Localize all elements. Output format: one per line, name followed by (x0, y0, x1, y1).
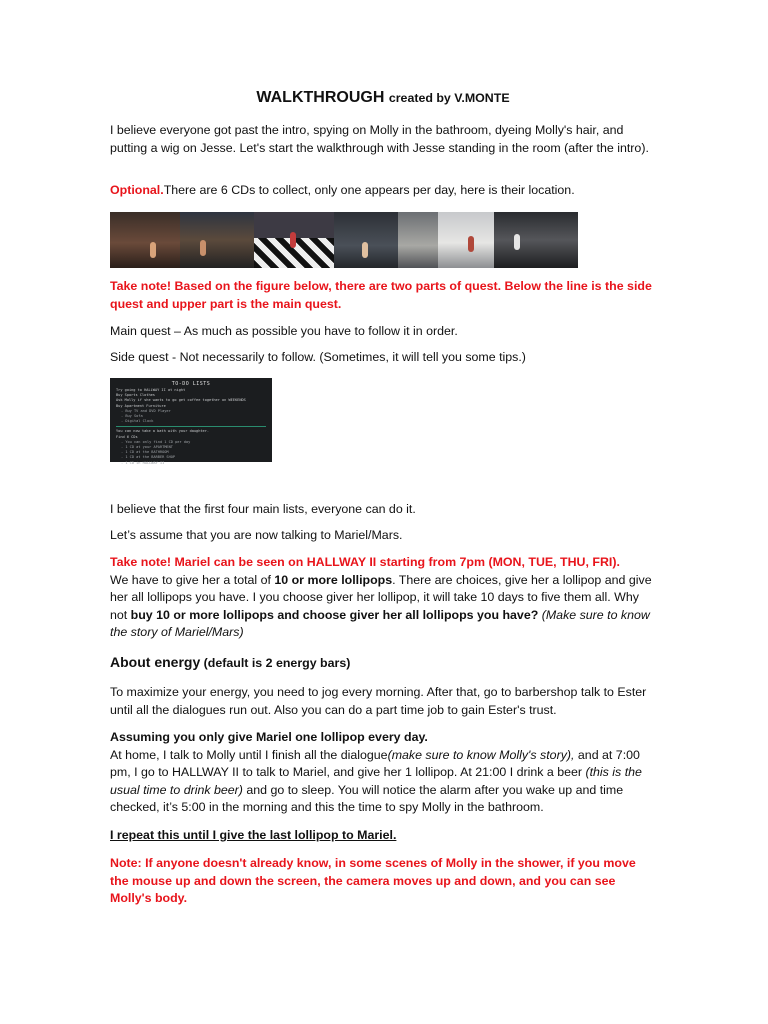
lollipop-text: We have to give her a total of (110, 572, 275, 587)
assume-paragraph: Let’s assume that you are now talking to Mariel/Mars. (110, 528, 403, 542)
todo-divider (116, 426, 266, 427)
optional-paragraph (110, 182, 656, 200)
todo-side-item: Find 6 CDs (116, 434, 138, 439)
character-figure (468, 236, 474, 252)
character-figure (150, 242, 156, 258)
lollipop-italic-note: (Make sure to know the story of Mariel/Mars) (110, 607, 650, 639)
take-note-quest-parts: Take note! Based on the figure below, there are two parts of quest. Below the line is the side quest and upper part is the main quest. (110, 279, 652, 311)
energy-heading-sub: (default is 2 energy bars) (200, 656, 351, 670)
todo-main-subitem: - Buy TV and DVD Player (121, 408, 171, 413)
lollipop-bold-count: 10 or more lollipops (274, 572, 393, 587)
character-figure (362, 242, 368, 258)
todo-side-subitem: - 1 CD at the BARBER SHOP (121, 455, 176, 460)
todo-main-subitem: - Digital Clock (121, 419, 154, 424)
main-quest-paragraph: Main quest – As much as possible you have to follow it in order. (110, 324, 458, 338)
title-author: created by V.MONTE (388, 91, 510, 105)
todo-main-item: Buy Sports Clothes (116, 393, 155, 398)
take-note-mariel: Take note! Mariel can be seen on HALLWAY II starting from 7pm (MON, TUE, THU, FRI). (110, 555, 620, 569)
cd-locations-screenshot-strip (110, 212, 578, 268)
assuming-text: At home, I talk to Molly until I finish all the dialogue (110, 747, 388, 762)
title-main: WALKTHROUGH (256, 89, 385, 106)
cd-location-image (494, 212, 578, 268)
assuming-lead: Assuming you only give Mariel one lollipop every day. (110, 730, 428, 744)
todo-main-item: Ask Molly if she wants to go get coffee together on WEEKENDS (116, 398, 246, 403)
character-figure (514, 234, 520, 250)
cd-location-image (254, 212, 334, 268)
character-figure (290, 232, 296, 248)
energy-heading (110, 654, 656, 673)
assuming-italic: (make sure to know Molly's story), (387, 747, 575, 762)
maximize-energy-paragraph: To maximize your energy, you need to jog every morning. After that, go to barbershop talk to Ester until all the dialogues run out. Also you can do a part time job to gain Ester's trust. (110, 685, 647, 717)
cd-location-image (334, 212, 398, 268)
cd-location-image (180, 212, 254, 268)
todo-side-subitem: - 1 CD at your APARTMENT (121, 445, 173, 450)
document-title (110, 88, 656, 108)
cd-location-image (398, 212, 438, 268)
assuming-italic: (this is the usual time to drink beer) (110, 765, 642, 797)
lollipop-section (110, 554, 656, 642)
assuming-text: and at 7:00 pm, I go to HALLWAY II to talk to Mariel, and give her 1 lollipop. At 21:00 I drink a beer (110, 747, 640, 779)
side-quest-paragraph: Side quest - Not necessarily to follow. (Sometimes, it will tell you some tips.) (110, 350, 526, 364)
todo-side-subitem: - 1 CD at the BATHROOM (121, 450, 169, 455)
todo-side-subitem: - 1 CD in HALLWAY II (121, 460, 165, 465)
todo-title: TO-DO LISTS (171, 381, 211, 387)
assuming-paragraph (110, 729, 656, 817)
energy-heading-main: About energy (110, 654, 201, 670)
cd-location-image (110, 212, 180, 268)
shower-camera-note: Note: If anyone doesn't already know, in some scenes of Molly in the shower, if you move the mouse up and down the screen, the camera moves up and down, and you can see Molly's body. (110, 856, 636, 905)
todo-main-subitem: - Buy Sofa (121, 414, 143, 419)
character-figure (200, 240, 206, 256)
cd-location-image (438, 212, 494, 268)
assuming-text: and go to sleep. You will notice the alarm after you wake up and time checked, it’s 5:00 in the morning and this the time to spy Molly in the bathroom. (110, 782, 624, 814)
todo-main-item: Buy Apartment Furniture (116, 403, 166, 408)
optional-text: There are 6 CDs to collect, only one appears per day, here is their location. (163, 183, 575, 197)
repeat-paragraph: I repeat this until I give the last lollipop to Mariel. (110, 828, 397, 842)
lollipop-text: . There are choices, give her a lollipop and give her all lollipops you have. I you choose giver her lollipop, it will take 10 days to five them all. Why not (110, 572, 652, 622)
todo-main-item: Try going to HALLWAY II at night (116, 388, 186, 392)
lollipop-bold-advice: buy 10 or more lollipops and choose giver her all lollipops you have? (130, 607, 539, 622)
todo-side-subitem: - You can only find 1 CD per day (121, 439, 191, 444)
intro-paragraph: I believe everyone got past the intro, spying on Molly in the bathroom, dyeing Molly's hair, and putting a wig on Jesse. Let's start the walkthrough with Jesse standing in the room (after the intro). (110, 123, 649, 155)
todo-lists-screenshot (110, 378, 272, 465)
todo-side-item: You can now take a bath with your daughter. (116, 429, 210, 434)
optional-label: Optional. (110, 183, 164, 197)
first-four-paragraph: I believe that the first four main lists, everyone can do it. (110, 502, 416, 516)
